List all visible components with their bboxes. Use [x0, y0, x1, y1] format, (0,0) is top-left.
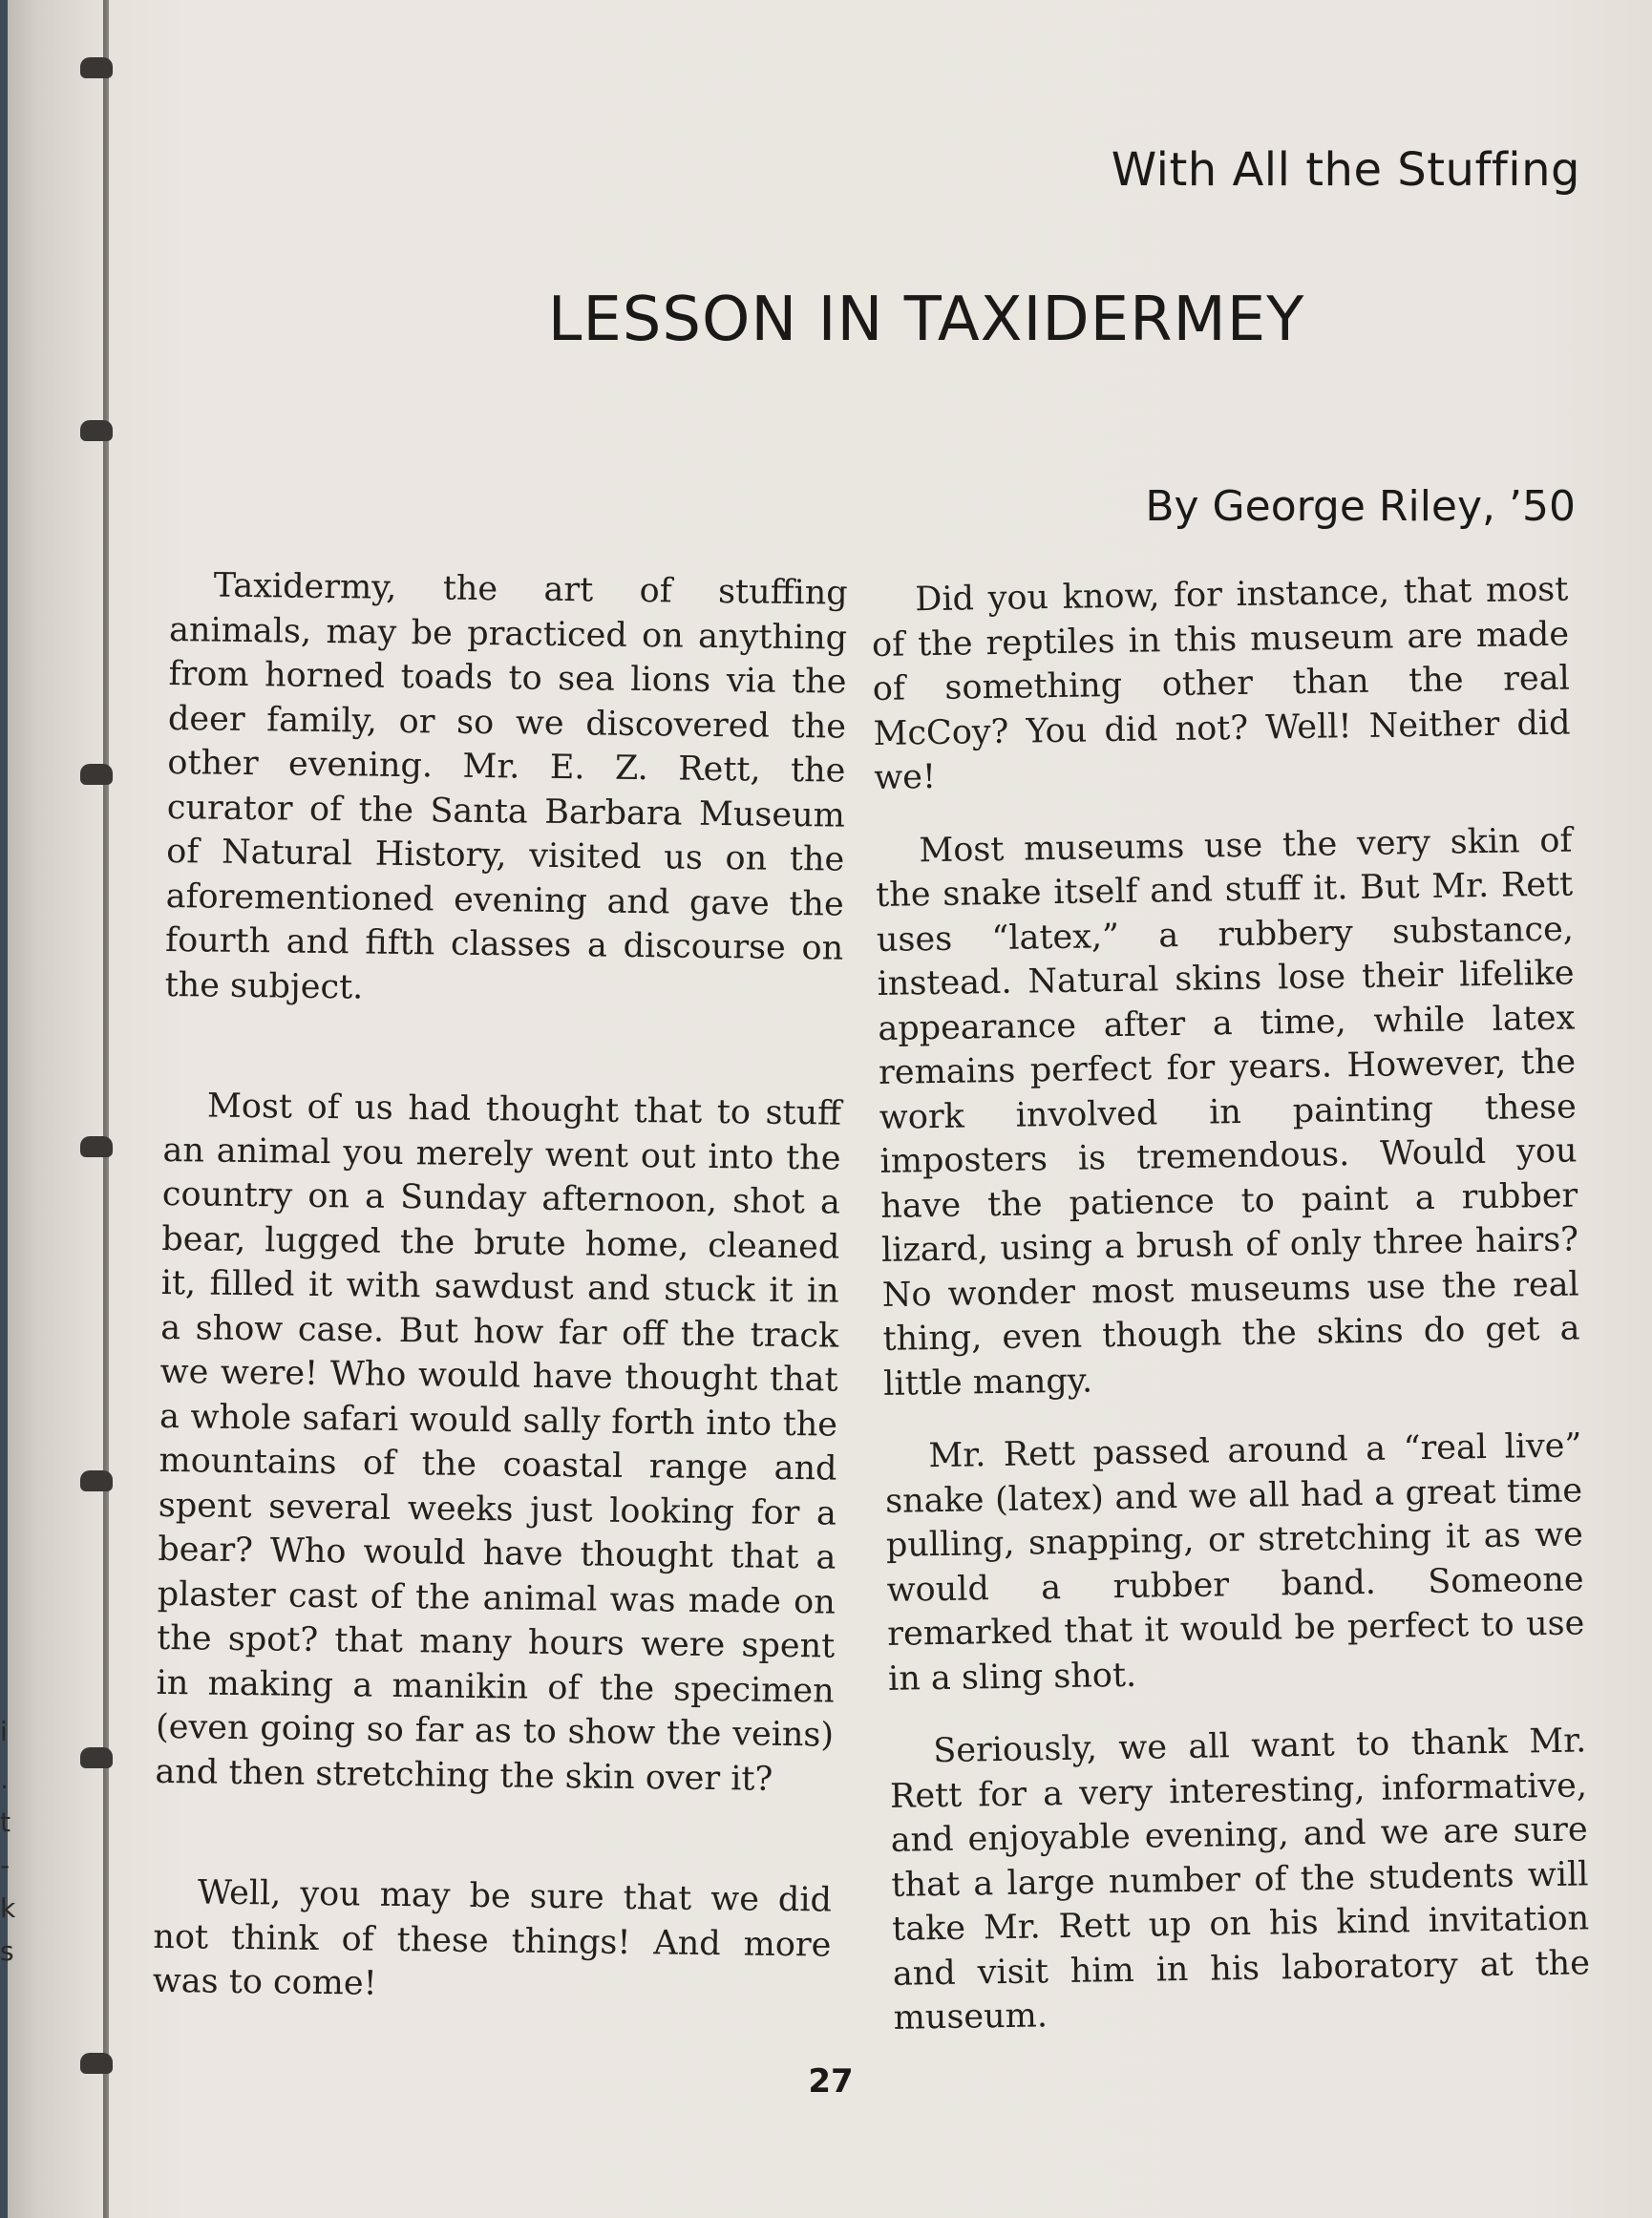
binding-fold	[103, 0, 109, 2218]
paragraph: Seriously, we all want to thank Mr. Rett for a very interesting, informative, and enjoyable evening, and we are sure that a large number of the students will take Mr. Rett up on his kind invitation and visit him in his laboratory at the museum.	[889, 1722, 1591, 2038]
page-number: 27	[808, 2062, 854, 2101]
staple	[80, 1747, 113, 1768]
fragment-char: t	[0, 1806, 11, 1838]
fragment-char: -	[0, 1849, 11, 1881]
article-title: LESSON IN TAXIDERMEY	[547, 285, 1305, 355]
binding-spine	[0, 0, 11, 2218]
paragraph: Well, you may be sure that we did not think of these things! And more was to come!	[152, 1873, 833, 2003]
staple	[80, 2053, 113, 2074]
staple	[80, 764, 113, 785]
byline: By George Riley, ’50	[1145, 482, 1576, 531]
staple	[80, 1470, 113, 1491]
paragraph: Most of us had thought that to stuff an animal you merely went out into the country on a Sunday afternoon, shot a bear, lugged the brute home, cleaned it, filled it with sawdust and stuck it in a show case. But how far off the track we were! Who would have thought that a whole safari would sally forth into the mountains of the coastal range and spent several weeks just looking for a bear? Who would have thought that a plaster cast of the animal was made on the spot? that many hours were spent in making a manikin of the specimen (even going so far as to show the veins) and then stretching the skin over it?	[155, 1087, 842, 1799]
left-column	[152, 563, 848, 2040]
paragraph: Taxidermy, the art of stuffing animals, may be practiced on anything from horned toads to sea lions via the deer family, or so we discovered the other evening. Mr. E. Z. Rett, the curator of the Santa Barbara Museum of Natural History, visited us on the aforementioned evening and gave the fourth and fifth classes a discourse on the subject.	[164, 566, 848, 1007]
staple	[80, 1136, 113, 1157]
running-head: With All the Stuffing	[1111, 143, 1580, 197]
fragment-char: i	[0, 1716, 8, 1747]
staple	[80, 57, 113, 78]
paragraph: Did you know, for instance, that most of the reptiles in this museum are made of something other than the real McCoy? You did not? Well! Neither did we!	[871, 570, 1571, 797]
right-column	[871, 568, 1591, 2070]
fragment-char: k	[0, 1892, 16, 1924]
paragraph: Mr. Rett passed around a “real live” snake (latex) and we all had a great time pulling, snapping, or stretching it as we would a rubber band. Someone remarked that it would be perfect to use in a sling shot.	[884, 1426, 1585, 1699]
paragraph: Most museums use the very skin of the snake itself and stuff it. But Mr. Rett uses “latex,” a rubbery substance, instead. Natural skins lose their lifelike appearance after a time, while latex remains perfect for years. However, the work involved in painting these imposters is tremendous. Would you have the patience to paint a rubber lizard, using a brush of only three hairs? No wonder most museums use the real thing, even though the skins do get a little mangy.	[875, 821, 1580, 1404]
fragment-char: s	[0, 1935, 14, 1967]
fragment-char: .	[0, 1764, 9, 1795]
staple	[80, 420, 113, 441]
